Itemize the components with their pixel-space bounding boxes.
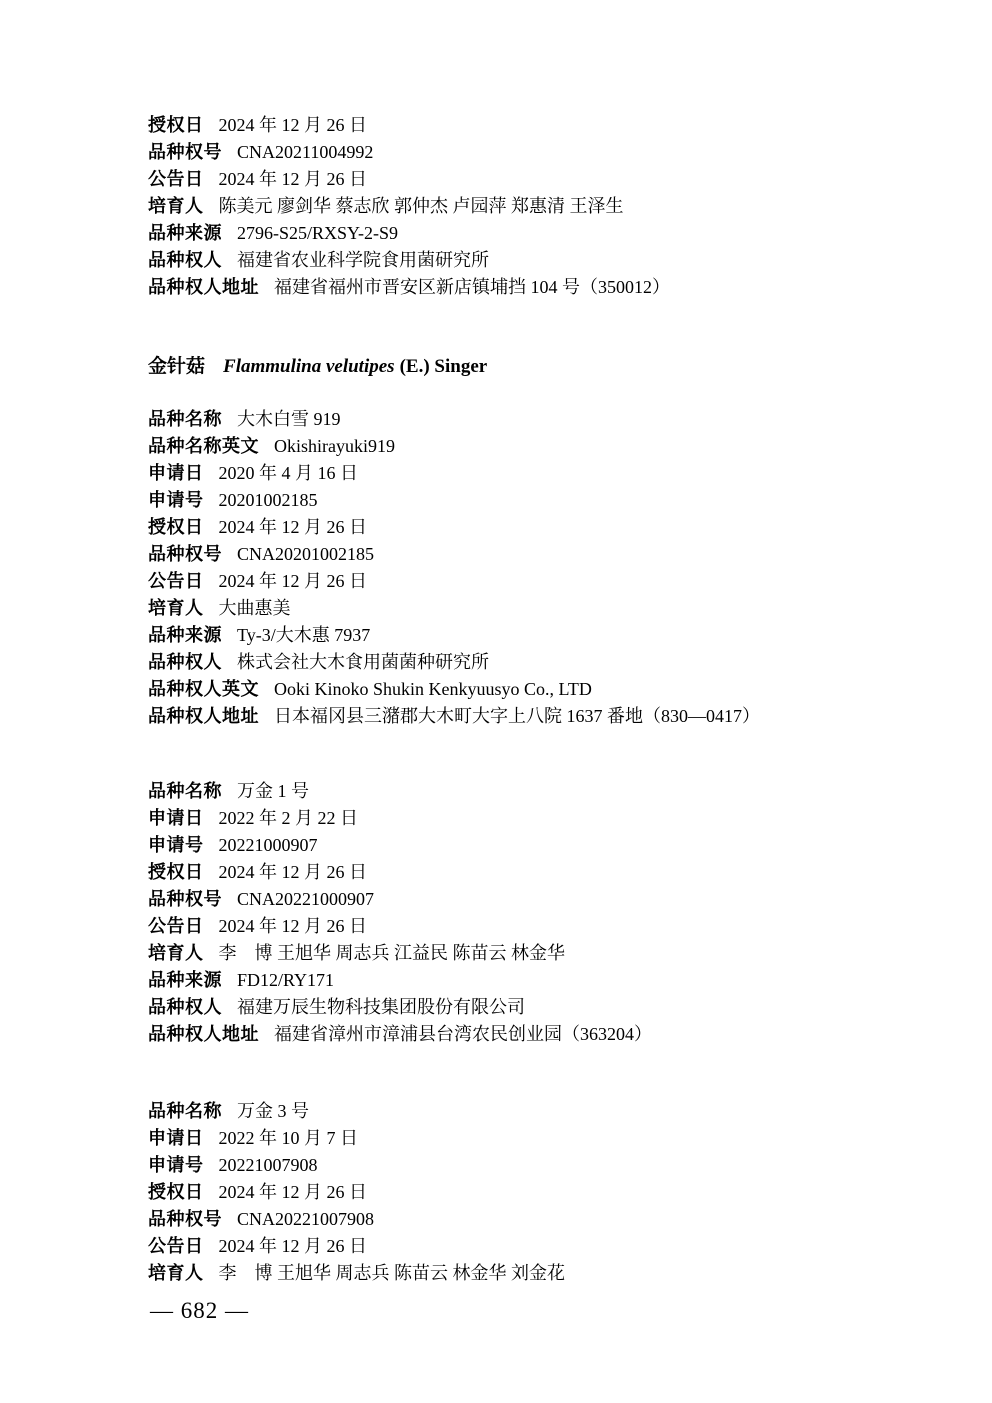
field-label: 品种权人地址 bbox=[148, 1024, 259, 1044]
variety-record bbox=[148, 1098, 760, 1287]
field-value: CNA20221000907 bbox=[237, 889, 375, 909]
field-label: 品种来源 bbox=[148, 970, 222, 990]
field-label: 品种来源 bbox=[148, 223, 222, 243]
field-value: 2022 年 10 月 7 日 bbox=[218, 1128, 358, 1148]
field-value: 福建省福州市晋安区新店镇埔挡 104 号（350012） bbox=[274, 277, 670, 297]
field-label: 品种名称 bbox=[148, 781, 222, 801]
field-value: 日本福冈县三潴郡大木町大字上八院 1637 番地（830—0417） bbox=[274, 706, 760, 726]
field-value: FD12/RY171 bbox=[237, 970, 335, 990]
field-row bbox=[148, 595, 760, 622]
field-label: 培育人 bbox=[148, 196, 204, 216]
field-label: 公告日 bbox=[148, 571, 204, 591]
field-row bbox=[148, 967, 760, 994]
species-name-latin: Flammulina velutipes bbox=[223, 356, 395, 377]
field-value: 2024 年 12 月 26 日 bbox=[218, 862, 367, 882]
field-value: 2020 年 4 月 16 日 bbox=[218, 463, 358, 483]
field-label: 授权日 bbox=[148, 1182, 204, 1202]
field-value: 2024 年 12 月 26 日 bbox=[218, 517, 367, 537]
field-row bbox=[148, 1233, 760, 1260]
field-value: 2024 年 12 月 26 日 bbox=[218, 916, 367, 936]
field-row bbox=[148, 112, 760, 139]
page-number: — 682 — bbox=[150, 1298, 249, 1323]
field-value: 福建省农业科学院食用菌研究所 bbox=[237, 250, 489, 270]
field-row bbox=[148, 274, 760, 301]
field-row bbox=[148, 193, 760, 220]
field-label: 品种权人 bbox=[148, 997, 222, 1017]
field-label: 培育人 bbox=[148, 943, 204, 963]
field-row bbox=[148, 166, 760, 193]
field-row bbox=[148, 1206, 760, 1233]
field-label: 品种来源 bbox=[148, 625, 222, 645]
field-label: 公告日 bbox=[148, 1236, 204, 1256]
field-label: 授权日 bbox=[148, 115, 204, 135]
species-name-authority: (E.) Singer bbox=[399, 356, 488, 377]
field-row bbox=[148, 514, 760, 541]
field-row bbox=[148, 1152, 760, 1179]
field-label: 品种权号 bbox=[148, 142, 222, 162]
field-value: 陈美元 廖剑华 蔡志欣 郭仲杰 卢园萍 郑惠清 王泽生 bbox=[218, 196, 624, 216]
field-row bbox=[148, 487, 760, 514]
field-value: 万金 1 号 bbox=[237, 781, 309, 801]
field-label: 品种名称 bbox=[148, 409, 222, 429]
field-label: 品种权号 bbox=[148, 544, 222, 564]
field-row bbox=[148, 568, 760, 595]
field-row bbox=[148, 649, 760, 676]
field-value: 20221007908 bbox=[218, 1155, 318, 1175]
field-value: CNA20211004992 bbox=[237, 142, 374, 162]
field-row bbox=[148, 1125, 760, 1152]
field-row bbox=[148, 460, 760, 487]
field-row bbox=[148, 1179, 760, 1206]
field-label: 品种权人 bbox=[148, 652, 222, 672]
field-row bbox=[148, 886, 760, 913]
field-label: 培育人 bbox=[148, 1263, 204, 1283]
field-row bbox=[148, 1260, 760, 1287]
field-label: 授权日 bbox=[148, 517, 204, 537]
page-content bbox=[148, 112, 760, 1287]
field-value: 2024 年 12 月 26 日 bbox=[218, 169, 367, 189]
field-label: 申请号 bbox=[148, 490, 204, 510]
field-label: 申请号 bbox=[148, 835, 204, 855]
field-row bbox=[148, 247, 760, 274]
record-continuation bbox=[148, 112, 760, 301]
field-label: 公告日 bbox=[148, 916, 204, 936]
field-row bbox=[148, 676, 760, 703]
field-value: 2796-S25/RXSY-2-S9 bbox=[237, 223, 399, 243]
field-label: 品种权人 bbox=[148, 250, 222, 270]
field-row bbox=[148, 940, 760, 967]
field-row bbox=[148, 220, 760, 247]
field-value: 福建万辰生物科技集团股份有限公司 bbox=[237, 997, 525, 1017]
field-label: 授权日 bbox=[148, 862, 204, 882]
field-label: 申请日 bbox=[148, 1128, 204, 1148]
field-label: 品种权人英文 bbox=[148, 679, 259, 699]
field-label: 申请日 bbox=[148, 463, 204, 483]
field-row bbox=[148, 1098, 760, 1125]
field-row bbox=[148, 622, 760, 649]
field-row bbox=[148, 1021, 760, 1048]
field-value: 万金 3 号 bbox=[237, 1101, 309, 1121]
field-value: 20221000907 bbox=[218, 835, 318, 855]
field-label: 品种名称 bbox=[148, 1101, 222, 1121]
field-value: 李 博 王旭华 周志兵 江益民 陈苗云 林金华 bbox=[218, 943, 565, 963]
variety-record bbox=[148, 406, 760, 730]
field-row bbox=[148, 913, 760, 940]
field-value: Ty-3/大木惠 7937 bbox=[237, 625, 371, 645]
field-row bbox=[148, 541, 760, 568]
field-label: 品种名称英文 bbox=[148, 436, 259, 456]
field-value: Okishirayuki919 bbox=[274, 436, 395, 456]
field-value: 2024 年 12 月 26 日 bbox=[218, 1236, 367, 1256]
field-value: CNA20221007908 bbox=[237, 1209, 375, 1229]
field-row bbox=[148, 406, 760, 433]
field-value: 2022 年 2 月 22 日 bbox=[218, 808, 358, 828]
field-value: Ooki Kinoko Shukin Kenkyuusyo Co., LTD bbox=[274, 679, 592, 699]
field-label: 申请日 bbox=[148, 808, 204, 828]
field-row bbox=[148, 994, 760, 1021]
field-value: 大曲惠美 bbox=[218, 598, 291, 618]
field-value: 大木白雪 919 bbox=[237, 409, 341, 429]
field-label: 培育人 bbox=[148, 598, 204, 618]
field-row bbox=[148, 805, 760, 832]
field-value: 李 博 王旭华 周志兵 陈苗云 林金华 刘金花 bbox=[218, 1263, 565, 1283]
species-name-chinese: 金针菇 bbox=[148, 356, 206, 377]
field-value: 福建省漳州市漳浦县台湾农民创业园（363204） bbox=[274, 1024, 652, 1044]
species-section-heading bbox=[148, 353, 760, 380]
field-value: 株式会社大木食用菌菌种研究所 bbox=[237, 652, 489, 672]
field-value: 2024 年 12 月 26 日 bbox=[218, 571, 367, 591]
field-row bbox=[148, 139, 760, 166]
field-label: 品种权人地址 bbox=[148, 706, 259, 726]
field-label: 申请号 bbox=[148, 1155, 204, 1175]
field-label: 品种权人地址 bbox=[148, 277, 259, 297]
field-row bbox=[148, 433, 760, 460]
field-label: 品种权号 bbox=[148, 889, 222, 909]
field-row bbox=[148, 859, 760, 886]
field-value: 2024 年 12 月 26 日 bbox=[218, 115, 367, 135]
field-value: 2024 年 12 月 26 日 bbox=[218, 1182, 367, 1202]
field-value: 20201002185 bbox=[218, 490, 318, 510]
field-row bbox=[148, 832, 760, 859]
field-row bbox=[148, 778, 760, 805]
field-value: CNA20201002185 bbox=[237, 544, 375, 564]
field-row bbox=[148, 703, 760, 730]
field-label: 公告日 bbox=[148, 169, 204, 189]
field-label: 品种权号 bbox=[148, 1209, 222, 1229]
variety-record bbox=[148, 778, 760, 1048]
